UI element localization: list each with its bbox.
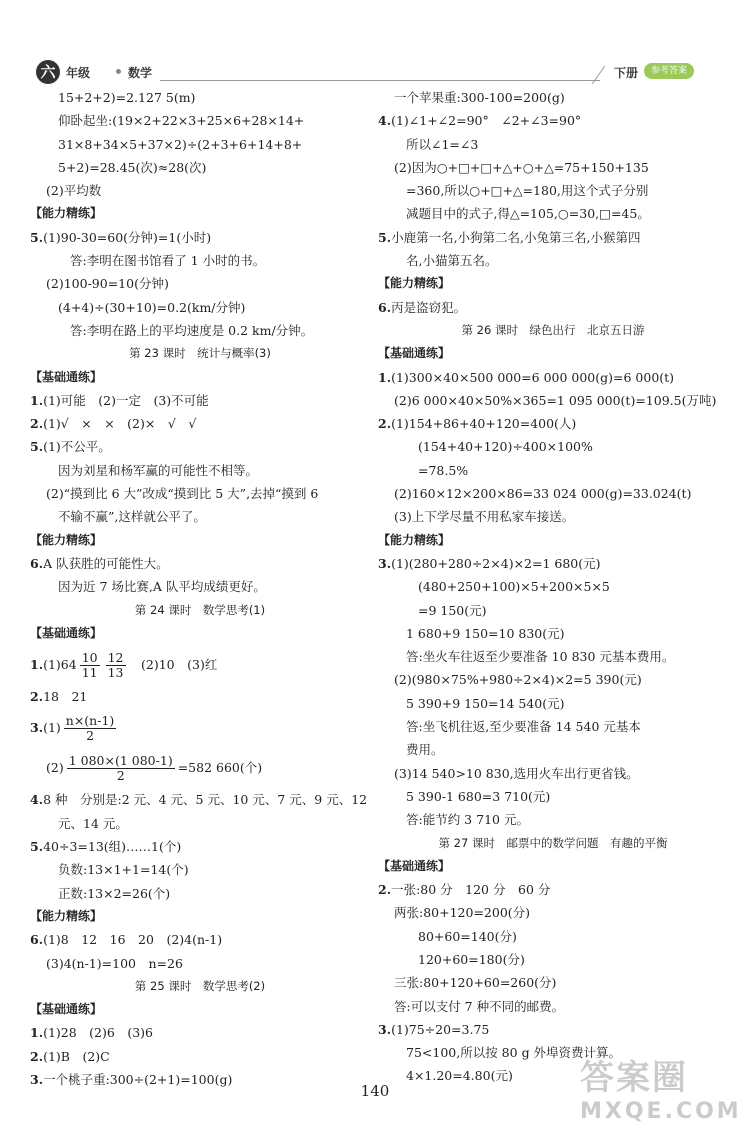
question-number: 1. <box>378 369 392 385</box>
answer-text: 31×8+34×5+37×2)÷(2+3+6+14+8+ <box>58 136 303 152</box>
question-number: 2. <box>30 1048 44 1064</box>
answer-text: (2)6 000×40×50%×365=1 095 000(t)=109.5(万吨) <box>394 392 717 408</box>
answer-line <box>378 599 728 622</box>
answer-line <box>30 882 370 905</box>
answer-line <box>30 226 370 249</box>
answer-text: 【基础通练】 <box>378 346 451 361</box>
answer-line <box>378 133 728 156</box>
answer-text: (1)300×40×500 000=6 000 000(g)=6 000(t) <box>391 369 675 385</box>
answer-text: 减题目中的式子,得△=105,○=30,□=45。 <box>406 206 650 222</box>
answer-text: 【能力精练】 <box>30 532 103 547</box>
answer-text: 【基础通练】 <box>378 858 451 873</box>
question-number: 2. <box>30 689 44 705</box>
answer-text: 第 26 课时 绿色出行 北京五日游 <box>461 322 645 337</box>
answer-line <box>378 459 728 482</box>
lesson-title <box>30 342 370 365</box>
answer-text: (154+40+120)÷400×100% <box>418 439 593 455</box>
answer-text: 40÷3=13(组)……1(个) <box>43 839 182 855</box>
answer-line <box>378 552 728 575</box>
answer-text-tail: (2)10 (3)红 <box>128 657 218 673</box>
answer-text: (1)90-30=60(分钟)=1(小时) <box>43 229 212 245</box>
section-heading <box>30 998 370 1021</box>
answer-text: 小鹿第一名,小狗第二名,小兔第三名,小猴第四 <box>391 229 641 245</box>
answer-line <box>378 249 728 272</box>
lesson-title <box>378 832 728 855</box>
answer-text: 答:坐飞机往返,至少要准备 14 540 元基本 <box>406 719 641 735</box>
fraction-denominator: 2 <box>116 768 125 784</box>
answer-text: 75<100,所以按 80 g 外埠资费计算。 <box>406 1045 622 1061</box>
answer-text: (2)100-90=10(分钟) <box>46 276 169 292</box>
answer-text: 15+2+2)=2.127 5(m) <box>58 90 196 105</box>
fraction-numerator: 12 <box>107 650 124 666</box>
header-slash <box>592 66 605 85</box>
answer-text: 因为近 7 场比赛,A 队平均成绩更好。 <box>58 579 266 595</box>
answer-text: (1)64 <box>43 657 77 673</box>
answer-text: 第 27 课时 邮票中的数学问题 有趣的平衡 <box>438 835 668 850</box>
answer-text: 【基础通练】 <box>30 1002 103 1017</box>
answer-text: (2) <box>46 760 64 776</box>
answer-text: (3)14 540>10 830,选用火车出行更省钱。 <box>394 765 639 781</box>
answer-line <box>30 708 370 748</box>
answer-line <box>378 901 728 924</box>
answer-line <box>378 715 728 738</box>
answer-line <box>30 389 370 412</box>
answer-line <box>378 156 728 179</box>
answer-line <box>378 995 728 1018</box>
answer-line <box>378 505 728 528</box>
section-heading <box>378 272 728 295</box>
separator-dot <box>116 69 121 74</box>
answer-text: 因为刘星和杨军赢的可能性不相等。 <box>58 462 259 478</box>
answer-text: 【能力精练】 <box>30 908 103 923</box>
lesson-title <box>30 599 370 622</box>
answer-text: 【能力精练】 <box>30 206 103 221</box>
section-heading <box>30 202 370 225</box>
answer-line <box>378 808 728 831</box>
right-column <box>378 86 728 1088</box>
answer-line <box>30 788 370 811</box>
answer-line <box>378 645 728 668</box>
answer-text: 仰卧起坐:(19×2+22×3+25×6+28×14+ <box>58 113 305 129</box>
fraction <box>106 651 126 680</box>
answer-text: 正数:13×2=26(个) <box>58 885 171 901</box>
answer-line <box>378 785 728 808</box>
header-rule <box>160 80 600 81</box>
section-heading <box>378 529 728 552</box>
answer-text: 费用。 <box>406 742 444 758</box>
answer-text: 所以∠1=∠3 <box>406 136 479 152</box>
answer-line <box>30 459 370 482</box>
section-heading <box>378 855 728 878</box>
answer-text: (2)“摸到比 6 大”改成“摸到比 5 大”,去掉“摸到 6 <box>46 486 319 502</box>
answer-line <box>30 575 370 598</box>
answer-line <box>378 925 728 948</box>
answer-text: 答:能节约 3 710 元。 <box>406 812 529 828</box>
question-number: 5. <box>378 229 392 245</box>
answer-line <box>378 435 728 458</box>
answer-text: (1)不公平。 <box>43 439 111 455</box>
answer-line <box>378 179 728 202</box>
section-heading <box>30 622 370 645</box>
answer-text: 第 25 课时 数学思考(2) <box>134 978 266 993</box>
question-number: 2. <box>378 416 392 432</box>
answer-text: (1)可能 (2)一定 (3)不可能 <box>43 392 209 408</box>
answer-line <box>378 692 728 715</box>
answer-text: 第 24 课时 数学思考(1) <box>134 602 266 617</box>
answer-text: 8 种 分别是:2 元、4 元、5 元、10 元、7 元、9 元、12 <box>43 792 368 808</box>
question-number: 3. <box>30 720 44 736</box>
answer-line <box>378 738 728 761</box>
answer-text: (2)160×12×200×86=33 024 000(g)=33.024(t) <box>394 486 692 502</box>
section-heading <box>30 366 370 389</box>
answer-text: (1)√ × × (2)× √ √ <box>43 416 197 432</box>
answer-text: 答:李明在图书馆看了 1 小时的书。 <box>70 253 266 269</box>
answer-text: 答:可以支付 7 种不同的邮费。 <box>394 998 565 1014</box>
answer-line <box>30 272 370 295</box>
answer-line <box>378 389 728 412</box>
fraction <box>67 754 175 783</box>
answer-line <box>378 86 728 109</box>
fraction-numerator: 10 <box>81 650 98 666</box>
answer-line <box>30 156 370 179</box>
watermark-url: MXQE.COM <box>580 1099 742 1124</box>
left-column <box>30 86 370 1091</box>
answer-text: (2)因为○+□+□+△+○+△=75+150+135 <box>394 159 649 175</box>
answer-text: (1)8 12 16 20 (2)4(n-1) <box>43 932 223 948</box>
answer-text: (3)上下学尽量不用私家车接送。 <box>394 509 575 525</box>
page-number: 140 <box>360 1082 390 1100</box>
fraction <box>64 714 117 743</box>
answer-line <box>30 952 370 975</box>
answer-line <box>30 412 370 435</box>
answer-text: 一张:80 分 120 分 60 分 <box>391 882 551 898</box>
answer-text: 三张:80+120+60=260(分) <box>394 975 557 991</box>
question-number: 6. <box>378 299 392 315</box>
answer-text: =360,所以○+□+△=180,用这个式子分别 <box>406 183 649 199</box>
answer-line <box>378 202 728 225</box>
lesson-title <box>378 319 728 342</box>
answer-text: (1) <box>43 720 61 736</box>
answer-line <box>30 86 370 109</box>
answer-text: (1)∠1+∠2=90° ∠2+∠3=90° <box>391 113 582 129</box>
fraction-denominator: 11 <box>81 665 98 681</box>
answer-text-tail: =582 660(个) <box>177 760 263 776</box>
fraction-numerator: n×(n-1) <box>65 713 115 729</box>
question-number: 3. <box>378 555 392 571</box>
question-number: 2. <box>378 882 392 898</box>
section-heading <box>30 529 370 552</box>
answer-line <box>378 878 728 901</box>
answer-text: 负数:13×1+1=14(个) <box>58 862 189 878</box>
answer-text: (2)平均数 <box>46 183 102 199</box>
answer-line <box>378 296 728 319</box>
question-number: 2. <box>30 416 44 432</box>
grade-badge: 六 <box>36 60 60 84</box>
answer-text: 元、14 元。 <box>58 815 128 831</box>
answer-text: 两张:80+120=200(分) <box>394 905 531 921</box>
answer-line <box>30 552 370 575</box>
fraction-numerator: 1 080×(1 080-1) <box>68 753 173 769</box>
answer-line <box>378 971 728 994</box>
question-number: 3. <box>378 1021 392 1037</box>
watermark-text: 答案圈 <box>580 1058 688 1098</box>
answer-line <box>30 1021 370 1044</box>
answer-line <box>30 435 370 458</box>
subject-label: 数学 <box>128 66 153 80</box>
answer-line <box>30 179 370 202</box>
answer-text: 名,小猫第五名。 <box>406 253 498 269</box>
answer-line <box>378 762 728 785</box>
answer-badge: 参考答案 <box>644 63 694 79</box>
answer-text: 【基础通练】 <box>30 625 103 640</box>
answer-line <box>378 1018 728 1041</box>
question-number: 6. <box>30 932 44 948</box>
answer-text: 【基础通练】 <box>30 369 103 384</box>
answer-text: 4×1.20=4.80(元) <box>406 1068 513 1084</box>
answer-text: 5+2)=28.45(次)≈28(次) <box>58 159 207 175</box>
answer-line <box>30 505 370 528</box>
answer-text: 一个苹果重:300-100=200(g) <box>394 90 565 105</box>
answer-line <box>30 928 370 951</box>
watermark <box>580 1050 742 1124</box>
section-heading <box>378 342 728 365</box>
answer-line <box>378 622 728 645</box>
answer-text: 不输不赢”,这样就公平了。 <box>58 509 206 525</box>
answer-line <box>378 226 728 249</box>
answer-text: (3)4(n-1)=100 n=26 <box>46 955 183 971</box>
section-heading <box>30 905 370 928</box>
answer-line <box>30 249 370 272</box>
lesson-title <box>30 975 370 998</box>
question-number: 1. <box>30 392 44 408</box>
answer-line <box>30 319 370 342</box>
answer-line <box>30 835 370 858</box>
answer-line <box>30 296 370 319</box>
answer-text: 1 680+9 150=10 830(元) <box>406 625 565 641</box>
answer-line <box>378 482 728 505</box>
question-number: 1. <box>30 1025 44 1041</box>
question-number: 5. <box>30 839 44 855</box>
question-number: 4. <box>378 113 392 129</box>
answer-text: 120+60=180(分) <box>418 951 525 967</box>
answer-text: 一个桃子重:300÷(2+1)=100(g) <box>43 1071 233 1087</box>
question-number: 1. <box>30 657 44 673</box>
fraction-denominator: 2 <box>86 728 95 744</box>
answer-line <box>30 685 370 708</box>
answer-text: (2)(980×75%+980÷2×4)×2=5 390(元) <box>394 672 642 688</box>
answer-line <box>378 948 728 971</box>
question-number: 3. <box>30 1071 44 1087</box>
answer-line <box>30 1045 370 1068</box>
question-number: 6. <box>30 555 44 571</box>
answer-line <box>30 812 370 835</box>
answer-text: =78.5% <box>418 462 469 478</box>
answer-text: 80+60=140(分) <box>418 928 517 944</box>
answer-text: 答:坐火车往返至少要准备 10 830 元基本费用。 <box>406 649 675 665</box>
answer-line <box>30 645 370 685</box>
answer-text: 5 390-1 680=3 710(元) <box>406 788 551 804</box>
answer-text: (1)(280+280÷2×4)×2=1 680(元) <box>391 555 601 571</box>
answer-text: (1)B (2)C <box>43 1048 110 1064</box>
answer-text: 5 390+9 150=14 540(元) <box>406 695 565 711</box>
fraction-denominator: 13 <box>107 665 124 681</box>
answer-line <box>30 1068 370 1091</box>
answer-text: (1)75÷20=3.75 <box>391 1021 490 1037</box>
answer-line <box>378 412 728 435</box>
answer-line <box>30 858 370 881</box>
answer-text: 18 21 <box>43 689 88 705</box>
answer-text: A 队获胜的可能性大。 <box>43 555 169 571</box>
answer-text: 第 23 课时 统计与概率(3) <box>129 346 271 361</box>
question-number: 5. <box>30 229 44 245</box>
answer-line <box>30 109 370 132</box>
answer-text: 【能力精练】 <box>378 276 451 291</box>
question-number: 5. <box>30 439 44 455</box>
answer-line <box>378 575 728 598</box>
answer-text: 丙是盗窃犯。 <box>391 299 467 315</box>
answer-text: =9 150(元) <box>418 602 487 618</box>
answer-line <box>30 748 370 788</box>
question-number: 4. <box>30 792 44 808</box>
grade-label: 年级 <box>66 66 91 80</box>
answer-text: (1)28 (2)6 (3)6 <box>43 1025 153 1041</box>
answer-text: 【能力精练】 <box>378 532 451 547</box>
volume-label: 下册 <box>614 66 639 80</box>
answer-line <box>30 482 370 505</box>
answer-line <box>378 366 728 389</box>
answer-text: (4+4)÷(30+10)=0.2(km/分钟) <box>58 299 246 315</box>
answer-line <box>30 133 370 156</box>
answer-text: (1)154+86+40+120=400(人) <box>391 416 577 432</box>
fraction <box>80 651 100 680</box>
answer-line <box>378 109 728 132</box>
answer-line <box>378 668 728 691</box>
answer-text: (480+250+100)×5+200×5×5 <box>418 579 610 595</box>
answer-text: 答:李明在路上的平均速度是 0.2 km/分钟。 <box>70 322 314 338</box>
